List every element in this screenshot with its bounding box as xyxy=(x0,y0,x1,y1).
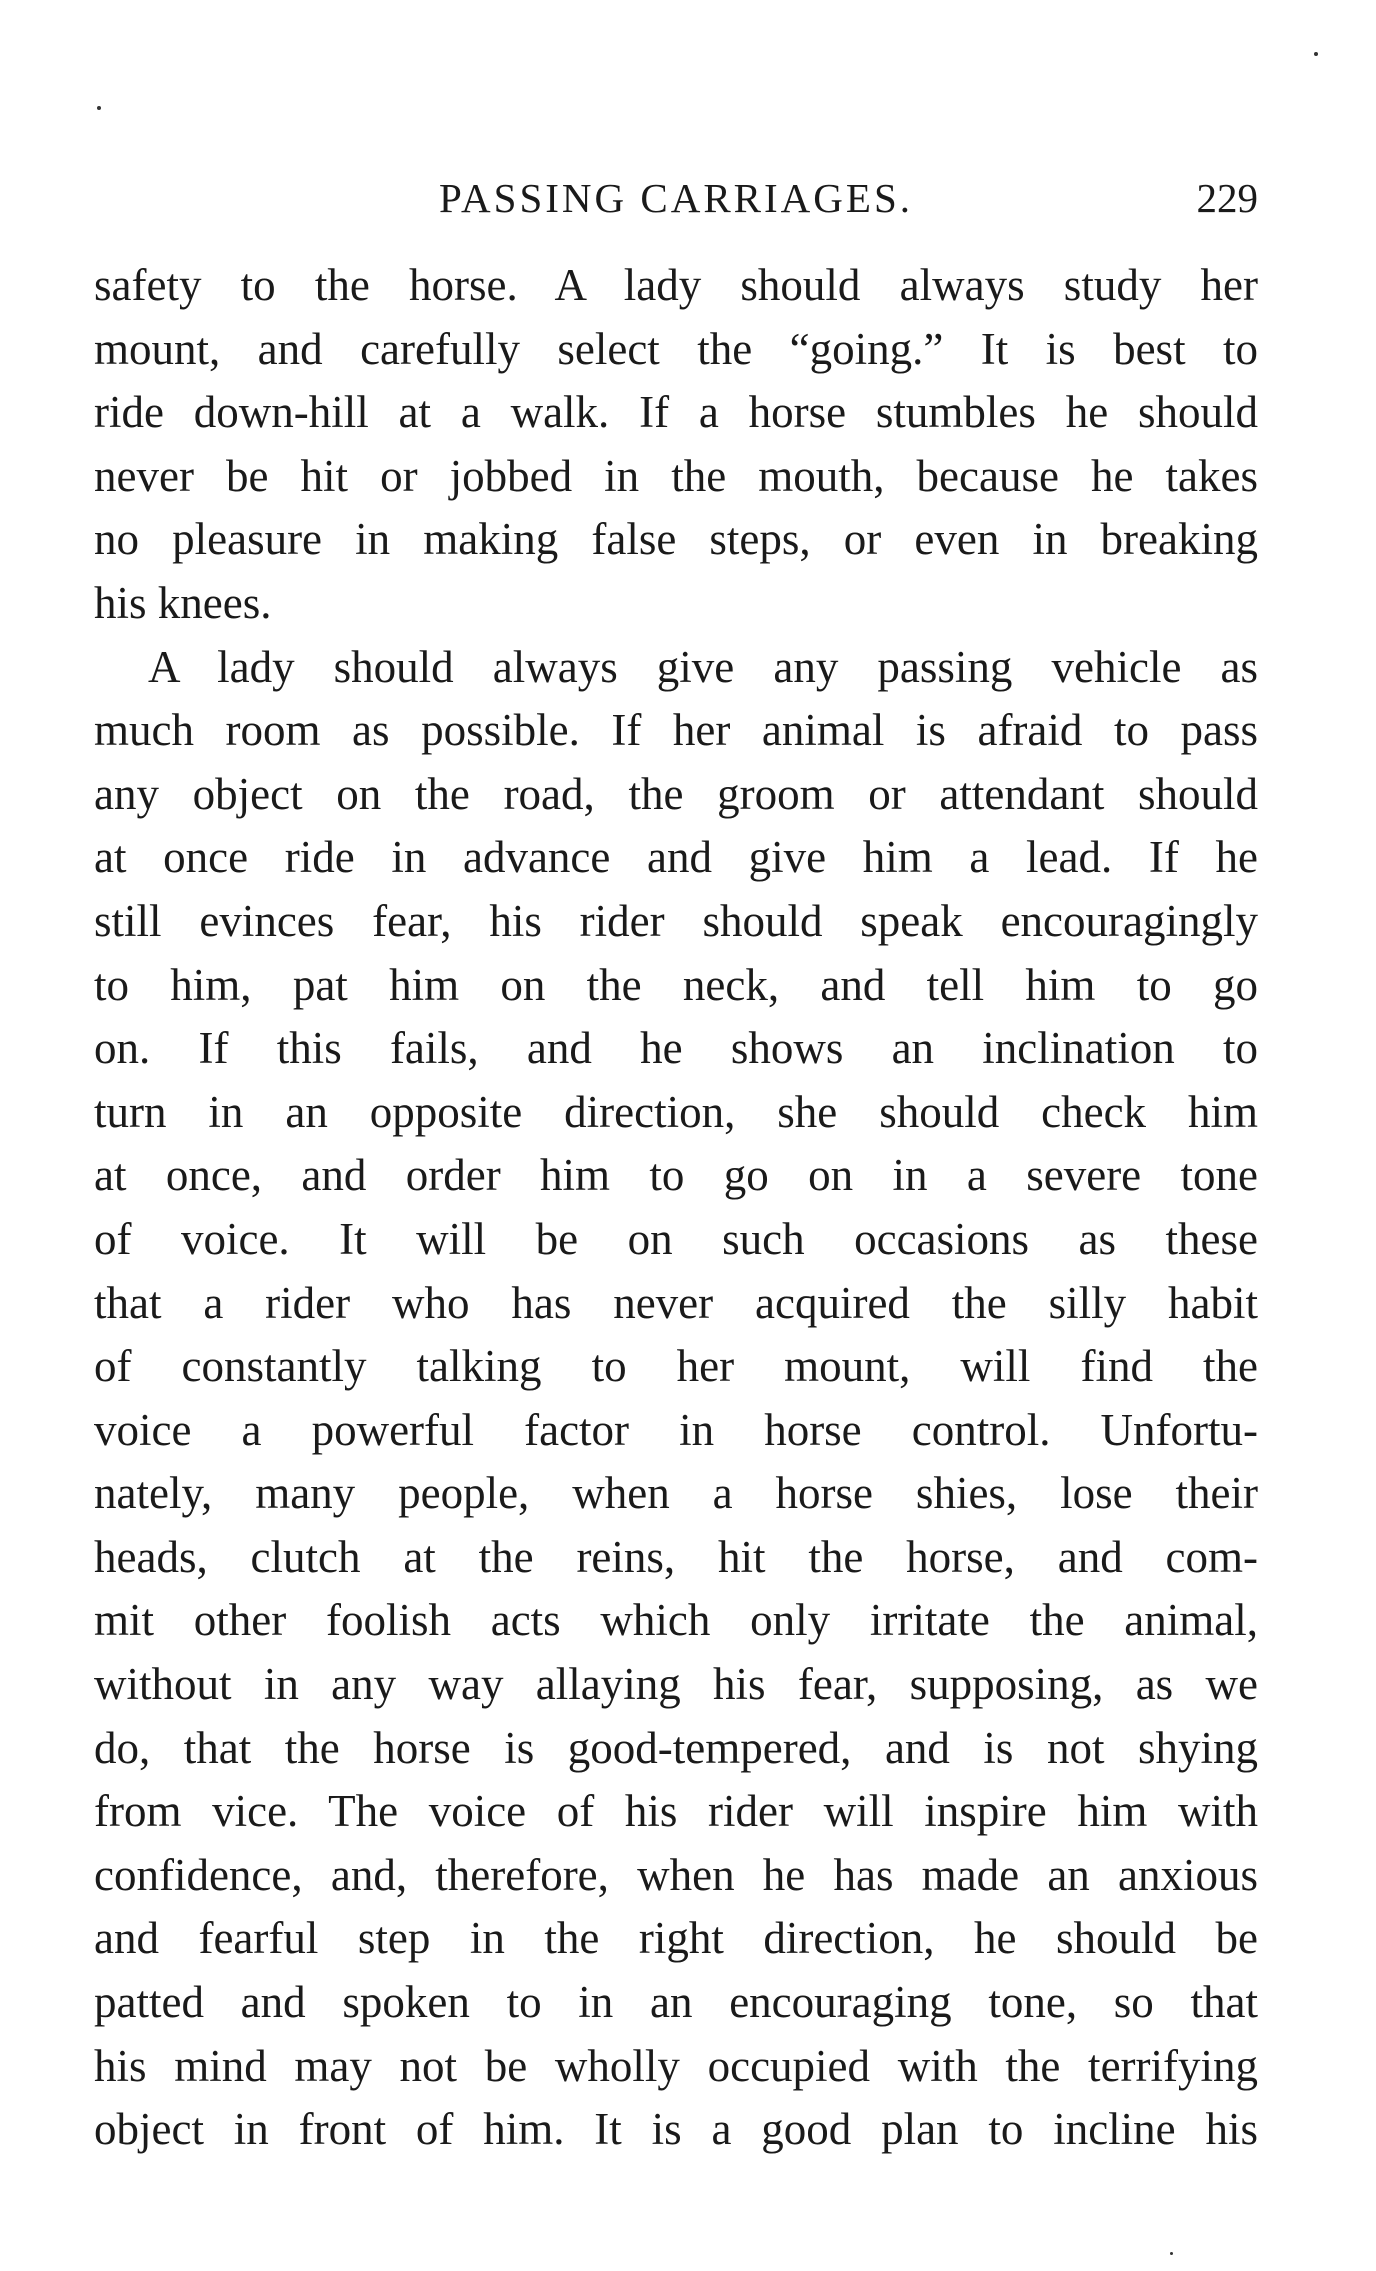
text-line: his knees. xyxy=(94,577,272,628)
text-line: voice a powerful factor in horse control. Unfortu- xyxy=(94,1404,1258,1455)
text-line: his mind may not be wholly occupied with the terrifying xyxy=(94,2040,1258,2091)
text-line: confidence, and, therefore, when he has made an anxious xyxy=(94,1849,1258,1900)
scan-speck xyxy=(97,106,101,110)
text-line: of constantly talking to her mount, will find the xyxy=(94,1341,1258,1392)
page-number: 229 xyxy=(1196,175,1258,221)
text-line: much room as possible. If her animal is afraid to pass xyxy=(94,705,1258,756)
text-line: do, that the horse is good-tempered, and is not shying xyxy=(94,1722,1258,1773)
text-line: never be hit or jobbed in the mouth, because he takes xyxy=(94,450,1258,501)
scan-speck xyxy=(1314,52,1318,56)
text-line: safety to the horse. A lady should always study her xyxy=(94,260,1258,310)
text-line: on. If this fails, and he shows an inclination to xyxy=(94,1023,1258,1074)
paragraph xyxy=(94,254,1258,636)
text-line: no pleasure in making false steps, or even in breaking xyxy=(94,514,1258,565)
text-line: from vice. The voice of his rider will inspire him with xyxy=(94,1786,1258,1837)
text-line: A lady should always give any passing vehicle as xyxy=(148,641,1258,692)
body-text xyxy=(94,254,1258,2162)
text-line: at once ride in advance and give him a lead. If he xyxy=(94,832,1258,883)
text-line: ride down-hill at a walk. If a horse stumbles he should xyxy=(94,387,1258,438)
running-title: PASSING CARRIAGES. xyxy=(439,175,913,221)
text-line: object in front of him. It is a good plan to incline his xyxy=(94,2104,1258,2155)
text-line: that a rider who has never acquired the silly habit xyxy=(94,1277,1258,1328)
text-line: nately, many people, when a horse shies, lose their xyxy=(94,1468,1258,1519)
text-line: still evinces fear, his rider should speak encouragingly xyxy=(94,895,1258,946)
text-line: mit other foolish acts which only irritate the animal, xyxy=(94,1595,1258,1646)
text-line: any object on the road, the groom or attendant should xyxy=(94,768,1258,819)
text-line: mount, and carefully select the “going.” It is best to xyxy=(94,323,1258,374)
scan-speck xyxy=(1170,2252,1173,2255)
running-head xyxy=(94,168,1258,228)
text-line: heads, clutch at the reins, hit the horse, and com- xyxy=(94,1531,1258,1582)
text-line: and fearful step in the right direction, he should be xyxy=(94,1913,1258,1964)
text-line: patted and spoken to in an encouraging tone, so that xyxy=(94,1977,1258,2028)
text-line: at once, and order him to go on in a severe tone xyxy=(94,1150,1258,1201)
text-line: without in any way allaying his fear, supposing, as we xyxy=(94,1659,1258,1710)
text-line: to him, pat him on the neck, and tell him to go xyxy=(94,959,1258,1010)
paragraph xyxy=(94,636,1258,2162)
text-line: of voice. It will be on such occasions as these xyxy=(94,1213,1258,1264)
text-line: turn in an opposite direction, she should check him xyxy=(94,1086,1258,1137)
